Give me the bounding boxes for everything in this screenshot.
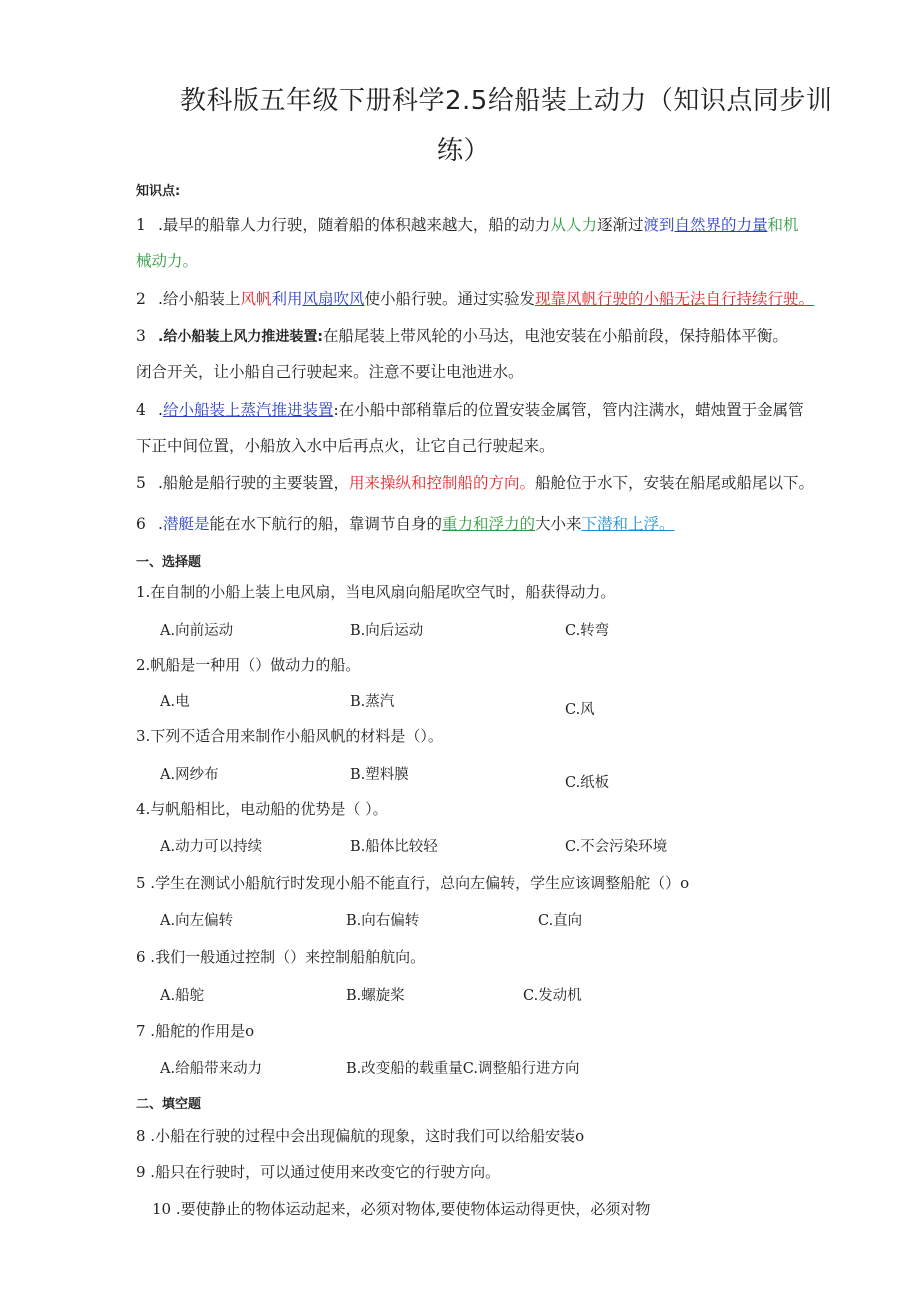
question-2-option-c: C.风: [565, 702, 595, 718]
section-fill-heading: 二、填空题: [136, 1097, 202, 1112]
fill-question-9: 9 .船只在行驶时，可以通过使用来改变它的行驶方向。: [136, 1163, 501, 1181]
question-3-option-a: A.网纱布: [160, 767, 219, 783]
knowledge-item-1-line2: 械动力。: [136, 252, 199, 270]
knowledge-item-3-line2: 闭合开关，让小船自己行驶起来。注意不要让电池进水。: [136, 363, 524, 381]
knowledge-item-2: 2 .给小船装上风帆利用风扇吹风使小船行驶。通过实验发现靠风帆行驶的小船无法自行持续行驶。: [136, 290, 815, 308]
page-title: 教科版五年级下册科学2.5给船装上动力（知识点同步训: [180, 86, 833, 116]
page-title-continued: 练）: [437, 136, 491, 166]
question-4-stem: 4.与帆船相比，电动船的优势是（ ）。: [136, 800, 388, 818]
question-2-option-a: A.电: [160, 694, 190, 710]
question-2-stem: 2.帆船是一种用（）做动力的船。: [136, 656, 361, 674]
question-6-option-b: B.螺旋桨: [346, 988, 405, 1004]
knowledge-item-3: 3 .给小船装上风力推进装置:在船尾装上带风轮的小马达，电池安装在小船前段，保持船体平衡。: [136, 327, 788, 345]
question-5-option-b: B.向右偏转: [346, 913, 420, 929]
question-2-option-b: B.蒸汽: [350, 694, 395, 710]
question-7-option-a: A.给船带来动力: [160, 1061, 263, 1077]
question-1-option-b: B.向后运动: [350, 623, 424, 639]
question-6-option-a: A.船鸵: [160, 988, 205, 1004]
question-4-option-c: C.不会污染环境: [565, 839, 668, 855]
question-4-option-b: B.船体比较轻: [350, 839, 438, 855]
knowledge-item-4: 4 .给小船装上蒸汽推进装置:在小船中部稍靠后的位置安装金属管，管内注满水，蜡烛置于金属管: [136, 401, 804, 419]
question-5-stem: 5 .学生在测试小船航行时发现小船不能直行，总向左偏转，学生应该调整船舵（）o: [136, 874, 690, 892]
knowledge-item-5: 5 .船舱是船行驶的主要装置，用来操纵和控制船的方向。船舱位于水下，安装在船尾或船尾以下。: [136, 474, 814, 492]
knowledge-item-4-line2: 下正中间位置，小船放入水中后再点火，让它自己行驶起来。: [136, 437, 555, 455]
question-1-option-c: C.转弯: [565, 623, 610, 639]
question-3-stem: 3.下列不适合用来制作小船风帆的材料是（）。: [136, 727, 443, 745]
question-5-option-a: A.向左偏转: [160, 913, 234, 929]
question-3-option-c: C.纸板: [565, 775, 610, 791]
question-5-option-c: C.直向: [538, 913, 583, 929]
knowledge-item-6: 6 .潜艇是能在水下航行的船，靠调节自身的重力和浮力的大小来下潜和上浮。: [136, 515, 675, 533]
question-1-option-a: A.向前运动: [160, 623, 234, 639]
question-7-option-bc: B.改变船的载重量C.调整船行进方向: [346, 1061, 580, 1077]
question-1-stem: 1.在自制的小船上装上电风扇，当电风扇向船尾吹空气时，船获得动力。: [136, 583, 616, 601]
section-choice-heading: 一、选择题: [136, 555, 202, 570]
question-3-option-b: B.塑料膜: [350, 767, 409, 783]
knowledge-item-1: 1 .最早的船靠人力行驶，随着船的体积越来越大，船的动力从人力逐渐过渡到自然界的力量和机: [136, 216, 799, 234]
question-4-option-a: A.动力可以持续: [160, 839, 263, 855]
fill-question-10: 10 .要使静止的物体运动起来，必须对物体,要使物体运动得更快，必须对物: [152, 1200, 651, 1218]
question-7-stem: 7 .船舵的作用是o: [136, 1022, 255, 1040]
question-6-option-c: C.发动机: [523, 988, 582, 1004]
fill-question-8: 8 .小船在行驶的过程中会出现偏航的现象，这时我们可以给船安装o: [136, 1127, 585, 1145]
knowledge-heading: 知识点:: [136, 184, 181, 199]
question-6-stem: 6 .我们一般通过控制（）来控制船舶航向。: [136, 948, 426, 966]
